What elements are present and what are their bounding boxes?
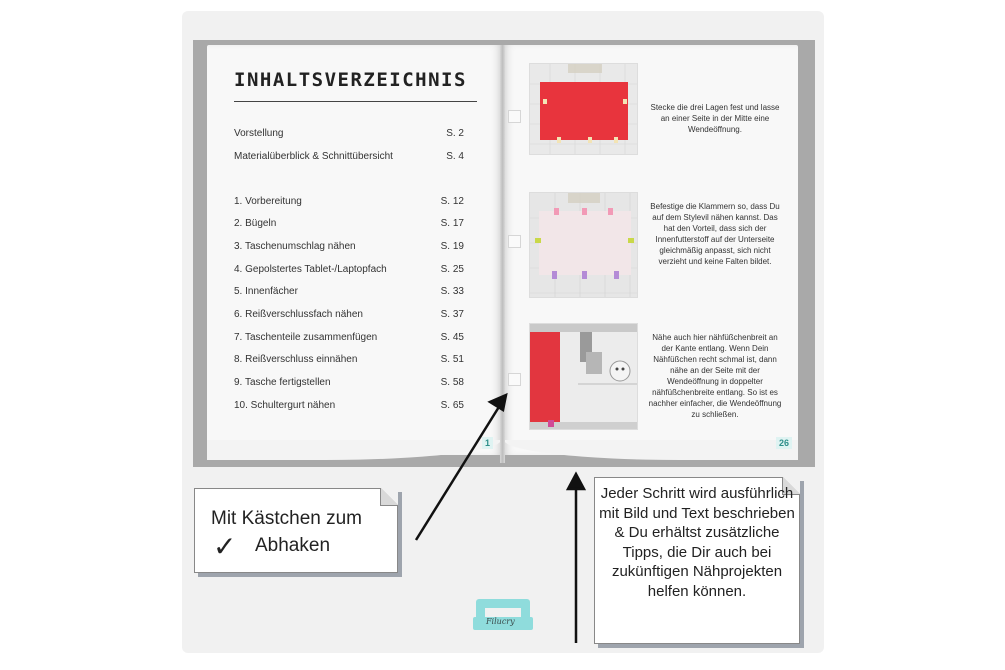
toc-title: INHALTSVERZEICHNIS xyxy=(234,69,467,91)
check-mark-icon: ✓ xyxy=(213,531,237,562)
right-page-number: 26 xyxy=(776,437,792,449)
toc-page: S. 37 xyxy=(440,309,464,320)
toc-page: S. 65 xyxy=(440,400,464,411)
toc-page: S. 25 xyxy=(440,264,464,275)
toc-label: 6. Reißverschlussfach nähen xyxy=(234,309,363,320)
steps-callout-text: Jeder Schritt wird ausführlich mit Bild und Text beschrieben & Du erhältst zusätzliche Tipps, die Dir auch bei zukünftigen Nähprojekten helfen können. xyxy=(599,485,795,600)
toc-page: S. 33 xyxy=(440,286,464,297)
toc-page: S. 58 xyxy=(440,377,464,388)
toc-label: Vorstellung xyxy=(234,128,284,139)
arrow-to-checkbox xyxy=(416,395,506,540)
toc-page: S. 17 xyxy=(440,218,464,229)
toc-page: S. 2 xyxy=(446,128,464,139)
toc-label: 10. Schultergurt nähen xyxy=(234,400,336,411)
toc-label: Materialüberblick & Schnittübersicht xyxy=(234,151,393,162)
sewing-machine-icon xyxy=(472,597,534,632)
toc-page: S. 19 xyxy=(440,241,464,252)
toc-label: 1. Vorbereitung xyxy=(234,196,302,207)
toc-label: 8. Reißverschluss einnähen xyxy=(234,354,358,365)
toc-label: 2. Bügeln xyxy=(234,218,277,229)
checkbox-callout-line1: Mit Kästchen zum xyxy=(211,508,362,529)
step-description: Befestige die Klammern so, dass Du auf dem Stylevil nähen kannst. Das hat den Vorteil, dass sich der Innenfutterstoff auf der Unterseite gleichmäßig anpasst, sich nicht verzieht und keine Falten bildet. xyxy=(650,202,780,266)
toc-label: 4. Gepolstertes Tablet-/Laptopfach xyxy=(234,264,387,275)
toc-page: S. 45 xyxy=(440,332,464,343)
arrow-to-steps xyxy=(568,474,584,643)
toc-label: 3. Taschenumschlag nähen xyxy=(234,241,356,252)
toc-label: 9. Tasche fertigstellen xyxy=(234,377,331,388)
toc-page: S. 12 xyxy=(440,196,464,207)
brand-logo-text: Filucry xyxy=(486,617,515,626)
toc-page: S. 51 xyxy=(440,354,464,365)
step-description: Stecke die drei Lagen fest und lasse an einer Seite in der Mitte eine Wendeöffnung. xyxy=(650,103,780,134)
toc-page: S. 4 xyxy=(446,151,464,162)
toc-label: 5. Innenfächer xyxy=(234,286,298,297)
left-page-number: 1 xyxy=(482,437,493,449)
toc-label: 7. Taschenteile zusammenfügen xyxy=(234,332,378,343)
brand-logo xyxy=(472,597,534,632)
step-description: Nähe auch hier nähfüßchenbreit an der Kante entlang. Wenn Dein Nähfüßchen recht schmal ist, dann nähe an der Seite mit der Wendeöffnung in doppelter nähfüßchenbreite entlang. So ist es nachher einfacher, die Wendeöffnung zu schließen. xyxy=(648,333,782,419)
checkbox-callout-line2: Abhaken xyxy=(255,535,331,556)
